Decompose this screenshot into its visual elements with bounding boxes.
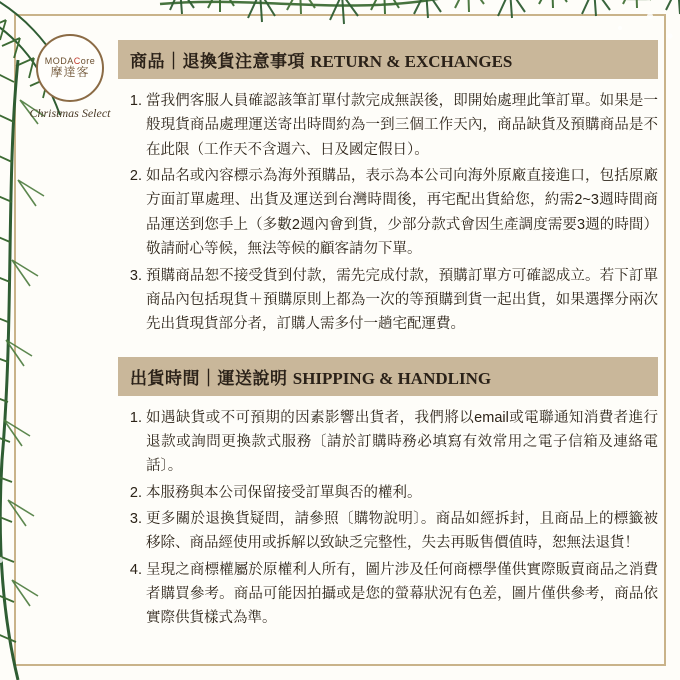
list-item: 1. 當我們客服人員確認該筆訂單付款完成無誤後，即開始處理此筆訂單。如果是一般現貨商品處理運送寄出時間約為一到三個工作天內，商品缺貨及預購商品是不在此限（工作天不含週六、日及國定假日）。 (146, 89, 658, 162)
section-title-shipping-en: SHIPPING & HANDLING (292, 368, 492, 388)
shipping-item-list (118, 406, 658, 631)
list-item: 3. 預購商品恕不接受貨到付款，需先完成付款，預購訂單方可確認成立。若下訂單商品內包括現貨＋預購原則上都為一次的等預購到貨一起出貨，如果選擇分兩次先出貨現貨部分者，訂購人需多付一趟宅配運費。 (146, 264, 658, 337)
list-item: 2. 本服務與本公司保留接受訂單與否的權利。 (146, 481, 658, 505)
section-title-returns-cn: 商品｜退換貨注意事項 (130, 52, 305, 71)
list-item: 3. 更多關於退換貨疑問，請參照〔購物說明〕。商品如經拆封，且商品上的標籤被移除、商品經使用或拆解以致缺乏完整性，失去再販售價值時，恕無法退貨！ (146, 507, 658, 556)
logo-name-en: MODACore (44, 55, 96, 66)
list-item: 4. 呈現之商標權屬於原權利人所有，圖片涉及任何商標學僅供實際販賣商品之消費者購買參考。商品可能因拍攝或是您的螢幕狀況有色差，圖片僅供參考，商品依實際供貨樣式為準。 (146, 558, 658, 631)
policy-content (118, 40, 658, 633)
brand-logo (22, 34, 118, 121)
section-title-returns (118, 40, 658, 79)
list-item: 1. 如遇缺貨或不可預期的因素影響出貨者，我們將以email或電聯通知消費者進行退款或詢問更換款式服務〔請於訂購時務必填寫有效常用之電子信箱及連絡電話〕。 (146, 406, 658, 479)
returns-item-list (118, 89, 658, 337)
logo-circle (36, 34, 104, 102)
logo-name-cn: 摩達客 (50, 65, 90, 80)
section-title-shipping (118, 357, 658, 396)
section-title-shipping-cn: 出貨時間｜運送說明 (130, 368, 288, 388)
logo-tagline: Christmas Select (29, 106, 111, 120)
list-item: 2. 如品名或內容標示為海外預購品，表示為本公司向海外原廠直接進口，包括原廠方面訂單處理、出貨及運送到台灣時間後，再宅配出貨給您，約需2~3週時間商品運送到您手上（多數2週內會到貨，少部分款式會因生產調度需要3週的時間）敬請耐心等候，無法等候的顧客請勿下單。 (146, 164, 658, 261)
section-title-returns-en: RETURN & EXCHANGES (310, 52, 513, 71)
